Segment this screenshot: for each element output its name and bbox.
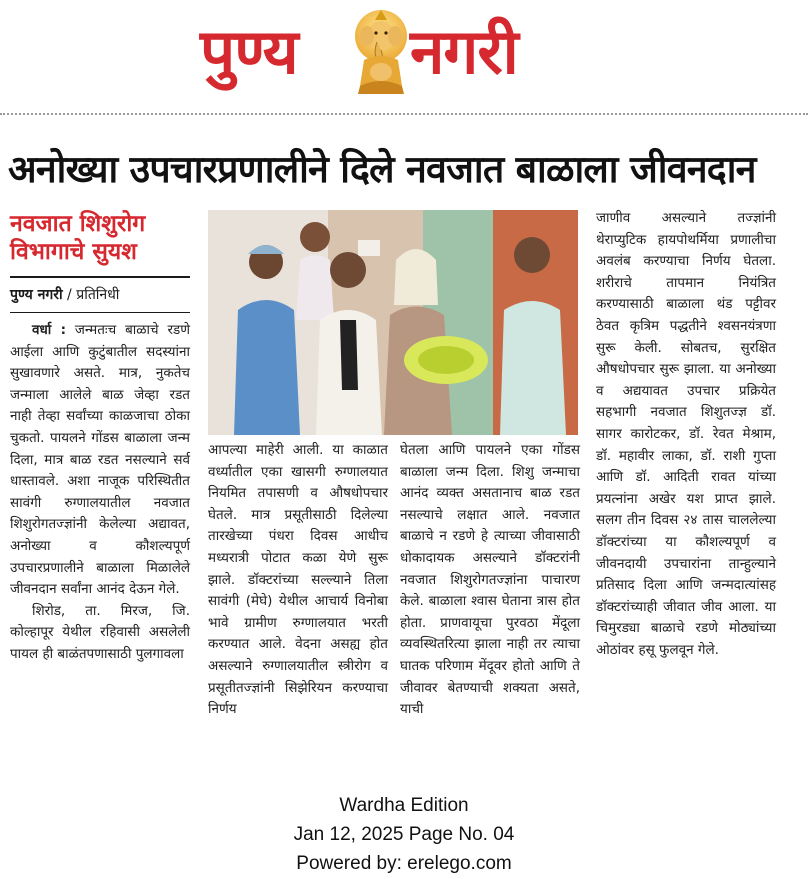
article-photo — [208, 210, 578, 435]
subheading-line-2: विभागाचे सुयश — [10, 239, 137, 265]
byline-rule — [10, 312, 190, 313]
footer-edition: Wardha Edition — [339, 795, 469, 816]
article-column-3: घेतला आणि पायलने एका गोंडस बाळाला जन्म दिला. शिशु जन्माचा आनंद व्यक्त असतानाच बाळ रडत नसल्याचे लक्षात आले. नवजात बाळाचे न रडणे हे त्याच्या जीवासाठी धोकादायक असल्याने डॉक्टरांनी नवजात शिशुरोगतज्ज्ञांना पाचारण केले. बाळाला श्वास घेताना त्रास होत होता. प्राणवायूचा पुरवठा मेंदूला व्यवस्थितरित्या झाला नाही तर त्याचा घातक परिणाम मेंदूवर होतो आणि ते जीवावर बेतण्याची शक्यता असते, याची — [400, 442, 580, 718]
subheading-line-1: नवजात शिशुरोग — [10, 211, 146, 237]
article-headline: अनोख्या उपचारप्रणालीने दिले नवजात बाळाला जीवनदान — [8, 147, 756, 191]
byline — [10, 282, 190, 308]
subheading-rule — [10, 276, 190, 278]
byline-role: प्रतिनिधी — [76, 287, 120, 303]
article-column-2: आपल्या माहेरी आली. या काळात वर्ध्यातील एका खासगी रुग्णालयात नियमित तपासणी व औषधोपचार घेतले. मात्र प्रसूतीसाठी दिलेल्या तारखेच्या पंधरा दिवस आधीच मध्यरात्री पोटात कळा येणे सुरू झाले. डॉक्टरांच्या सल्ल्याने तिला सावंगी (मेघे) येथील आचार्य विनोबा भावे ग्रामीण रुग्णालयात भरती करण्यात आले. वेदना असह्य होत असल्याने रुग्णालयातील स्त्रीरोग व प्रसूतीतज्ज्ञांनी सिझेरियन करण्याचा निर्णय — [208, 442, 388, 718]
dateline: वर्धा : — [32, 322, 66, 338]
article-column-1 — [10, 320, 190, 666]
footer-date-page: Jan 12, 2025 Page No. 04 — [293, 824, 515, 845]
masthead-title-right: नगरी — [410, 15, 518, 88]
masthead — [0, 0, 808, 112]
masthead-title-left: पुण्य — [200, 15, 298, 88]
column-1-paragraph-2: शिरोड, ता. मिरज, जि. कोल्हापूर येथील रहिवासी असलेली पायल ही बाळंतपणासाठी पुलगावला — [10, 602, 190, 662]
article-subheading — [10, 210, 190, 266]
ganesha-icon — [350, 6, 412, 94]
masthead-divider — [0, 113, 808, 115]
article-column-4: जाणीव असल्याने तज्ज्ञांनी थेराप्युटिक हायपोथर्मिया प्रणालीचा अवलंब करण्याचा निर्णय घेतला. शरीराचे तापमान नियंत्रित करण्यासाठी बाळाला थंड पट्टीवर ठेवत कृत्रिम पद्धतीने श्वसनयंत्रणा सुरू केली. सोबतच, सुरक्षित औषधोपचार सुरू झाला. या अनोख्या व अद्ययावत उपचार प्रक्रियेत सहभागी नवजात शिशुतज्ज्ञ डॉ. सागर कारोटकर, डॉ. रेवत मेश्राम, डॉ. महावीर लाका, डॉ. राशी गुप्ता आणि डॉ. आदिती रावत यांच्या प्रयत्नांना अखेर यश प्राप्त झाले. सलग तीन दिवस २४ तास चाललेल्या डॉक्टरांच्या या कौशल्यपूर्ण व जीवनदायी उपचारांना तान्हुल्याने प्रतिसाद दिला आणि जन्मदात्यांसह डॉक्टरांच्याही जीवात जीव आला. या चिमुरड्या बाळाचे रडणे मोठ्यांच्या ओठांवर हसू फुलवून गेले. — [596, 210, 776, 658]
byline-paper: पुण्य नगरी — [10, 287, 63, 303]
column-1-paragraph-1: जन्मतःच बाळाचे रडणे आईला आणि कुटुंबातील सदस्यांना सुखावणारे असते. मात्र, नुकतेच जन्माला आलेले बाळ जेव्हा रडत नाही तेव्हा सर्वांच्या काळजाचा ठोका चुकतो. पायलने गोंडस बाळाला जन्म दिला, मात्र बाळ रडत नसल्याने सर्व धास्तावले. अशा नाजूक परिस्थितीत सावंगी रुग्णालयातील नवजात शिशुरोगतज्ज्ञांनी केलेल्या अद्यावत, अनोख्या व कौशल्यपूर्ण उपचारप्रणालीने बाळाला मिळालेले जीवनदान सर्वांना आनंद देऊन गेले. — [10, 322, 190, 598]
byline-separator: / — [62, 287, 77, 303]
footer-powered-by: Powered by: erelego.com — [296, 853, 512, 874]
